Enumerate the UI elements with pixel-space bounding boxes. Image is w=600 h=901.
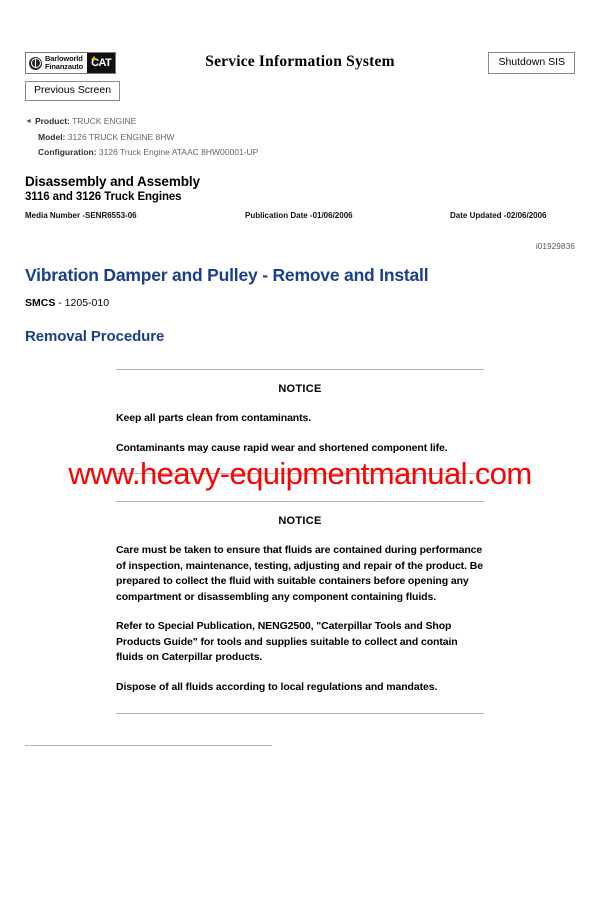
model-value[interactable]: 3126 TRUCK ENGINE 8HW bbox=[67, 132, 175, 142]
smcs-code bbox=[25, 297, 575, 309]
app-header bbox=[25, 52, 575, 100]
brand-line-1: Barloworld bbox=[45, 54, 83, 63]
product-label: Product: bbox=[34, 116, 70, 126]
manual-title: Disassembly and Assembly bbox=[25, 174, 200, 189]
date-updated: Date Updated -02/06/2006 bbox=[450, 211, 547, 220]
notice-block bbox=[25, 501, 575, 714]
breadcrumb bbox=[25, 114, 575, 160]
configuration-label: Configuration: bbox=[38, 147, 97, 157]
notice-paragraph: Care must be taken to ensure that fluids are contained during performance of inspection, maintenance, testing, adjusting and repair of the product. Be prepared to collect the fluid with suitable containers before opening any compartment or disassembling any component containing fluids. bbox=[116, 544, 483, 603]
notice-heading: NOTICE bbox=[278, 383, 322, 395]
breadcrumb-product-row bbox=[25, 114, 575, 130]
page-title: Vibration Damper and Pulley - Remove and Install bbox=[25, 265, 429, 285]
previous-screen-button[interactable]: Previous Screen bbox=[25, 81, 120, 101]
publication-date: Publication Date -01/06/2006 bbox=[245, 211, 353, 220]
product-value[interactable]: TRUCK ENGINE bbox=[72, 116, 137, 126]
smcs-value: - 1205-010 bbox=[58, 297, 110, 309]
back-arrow-icon[interactable]: ◄ bbox=[25, 118, 32, 125]
breadcrumb-model-row bbox=[38, 130, 575, 145]
notice-block bbox=[25, 369, 575, 474]
notice-body bbox=[116, 527, 484, 713]
notice-bottom-rule bbox=[116, 713, 484, 714]
manual-header bbox=[25, 174, 575, 220]
section-title-removal-procedure: Removal Procedure bbox=[25, 328, 165, 345]
notice-content bbox=[116, 370, 484, 473]
notice-heading: NOTICE bbox=[278, 515, 322, 527]
notice-paragraph: Refer to Special Publication, NENG2500, "Caterpillar Tools and Shop Products Guide" for tools and supplies suitable to collect and contain fluids on Caterpillar products. bbox=[116, 620, 458, 663]
configuration-value[interactable]: 3126 Truck Engine ATAAC 8HW00001-UP bbox=[98, 147, 259, 157]
smcs-label: SMCS bbox=[25, 297, 56, 309]
media-number: Media Number -SENR6553-06 bbox=[25, 211, 137, 220]
shutdown-sis-button[interactable]: Shutdown SIS bbox=[488, 52, 575, 74]
notice-content bbox=[116, 502, 484, 713]
breadcrumb-configuration-row bbox=[38, 145, 575, 160]
notice-body bbox=[116, 395, 484, 473]
document-id: i01929836 bbox=[535, 242, 575, 251]
publication-info-row bbox=[25, 211, 575, 220]
cat-logo-text: CAT bbox=[91, 57, 112, 69]
notice-paragraph: Keep all parts clean from contaminants. bbox=[116, 412, 312, 424]
notice-bottom-rule bbox=[116, 473, 484, 474]
footer-divider bbox=[25, 745, 272, 746]
notice-paragraph: Contaminants may cause rapid wear and shortened component life. bbox=[116, 441, 448, 454]
model-label: Model: bbox=[38, 132, 66, 142]
notice-paragraph: Dispose of all fluids according to local regulations and mandates. bbox=[116, 680, 438, 693]
watermark: www.heavy-equipmentmanual.com bbox=[68, 456, 532, 491]
manual-subtitle: 3116 and 3126 Truck Engines bbox=[25, 191, 182, 203]
document-page bbox=[0, 52, 600, 901]
brand-line-2: Finanzauto bbox=[45, 62, 84, 71]
app-title: Service Information System bbox=[205, 53, 395, 70]
